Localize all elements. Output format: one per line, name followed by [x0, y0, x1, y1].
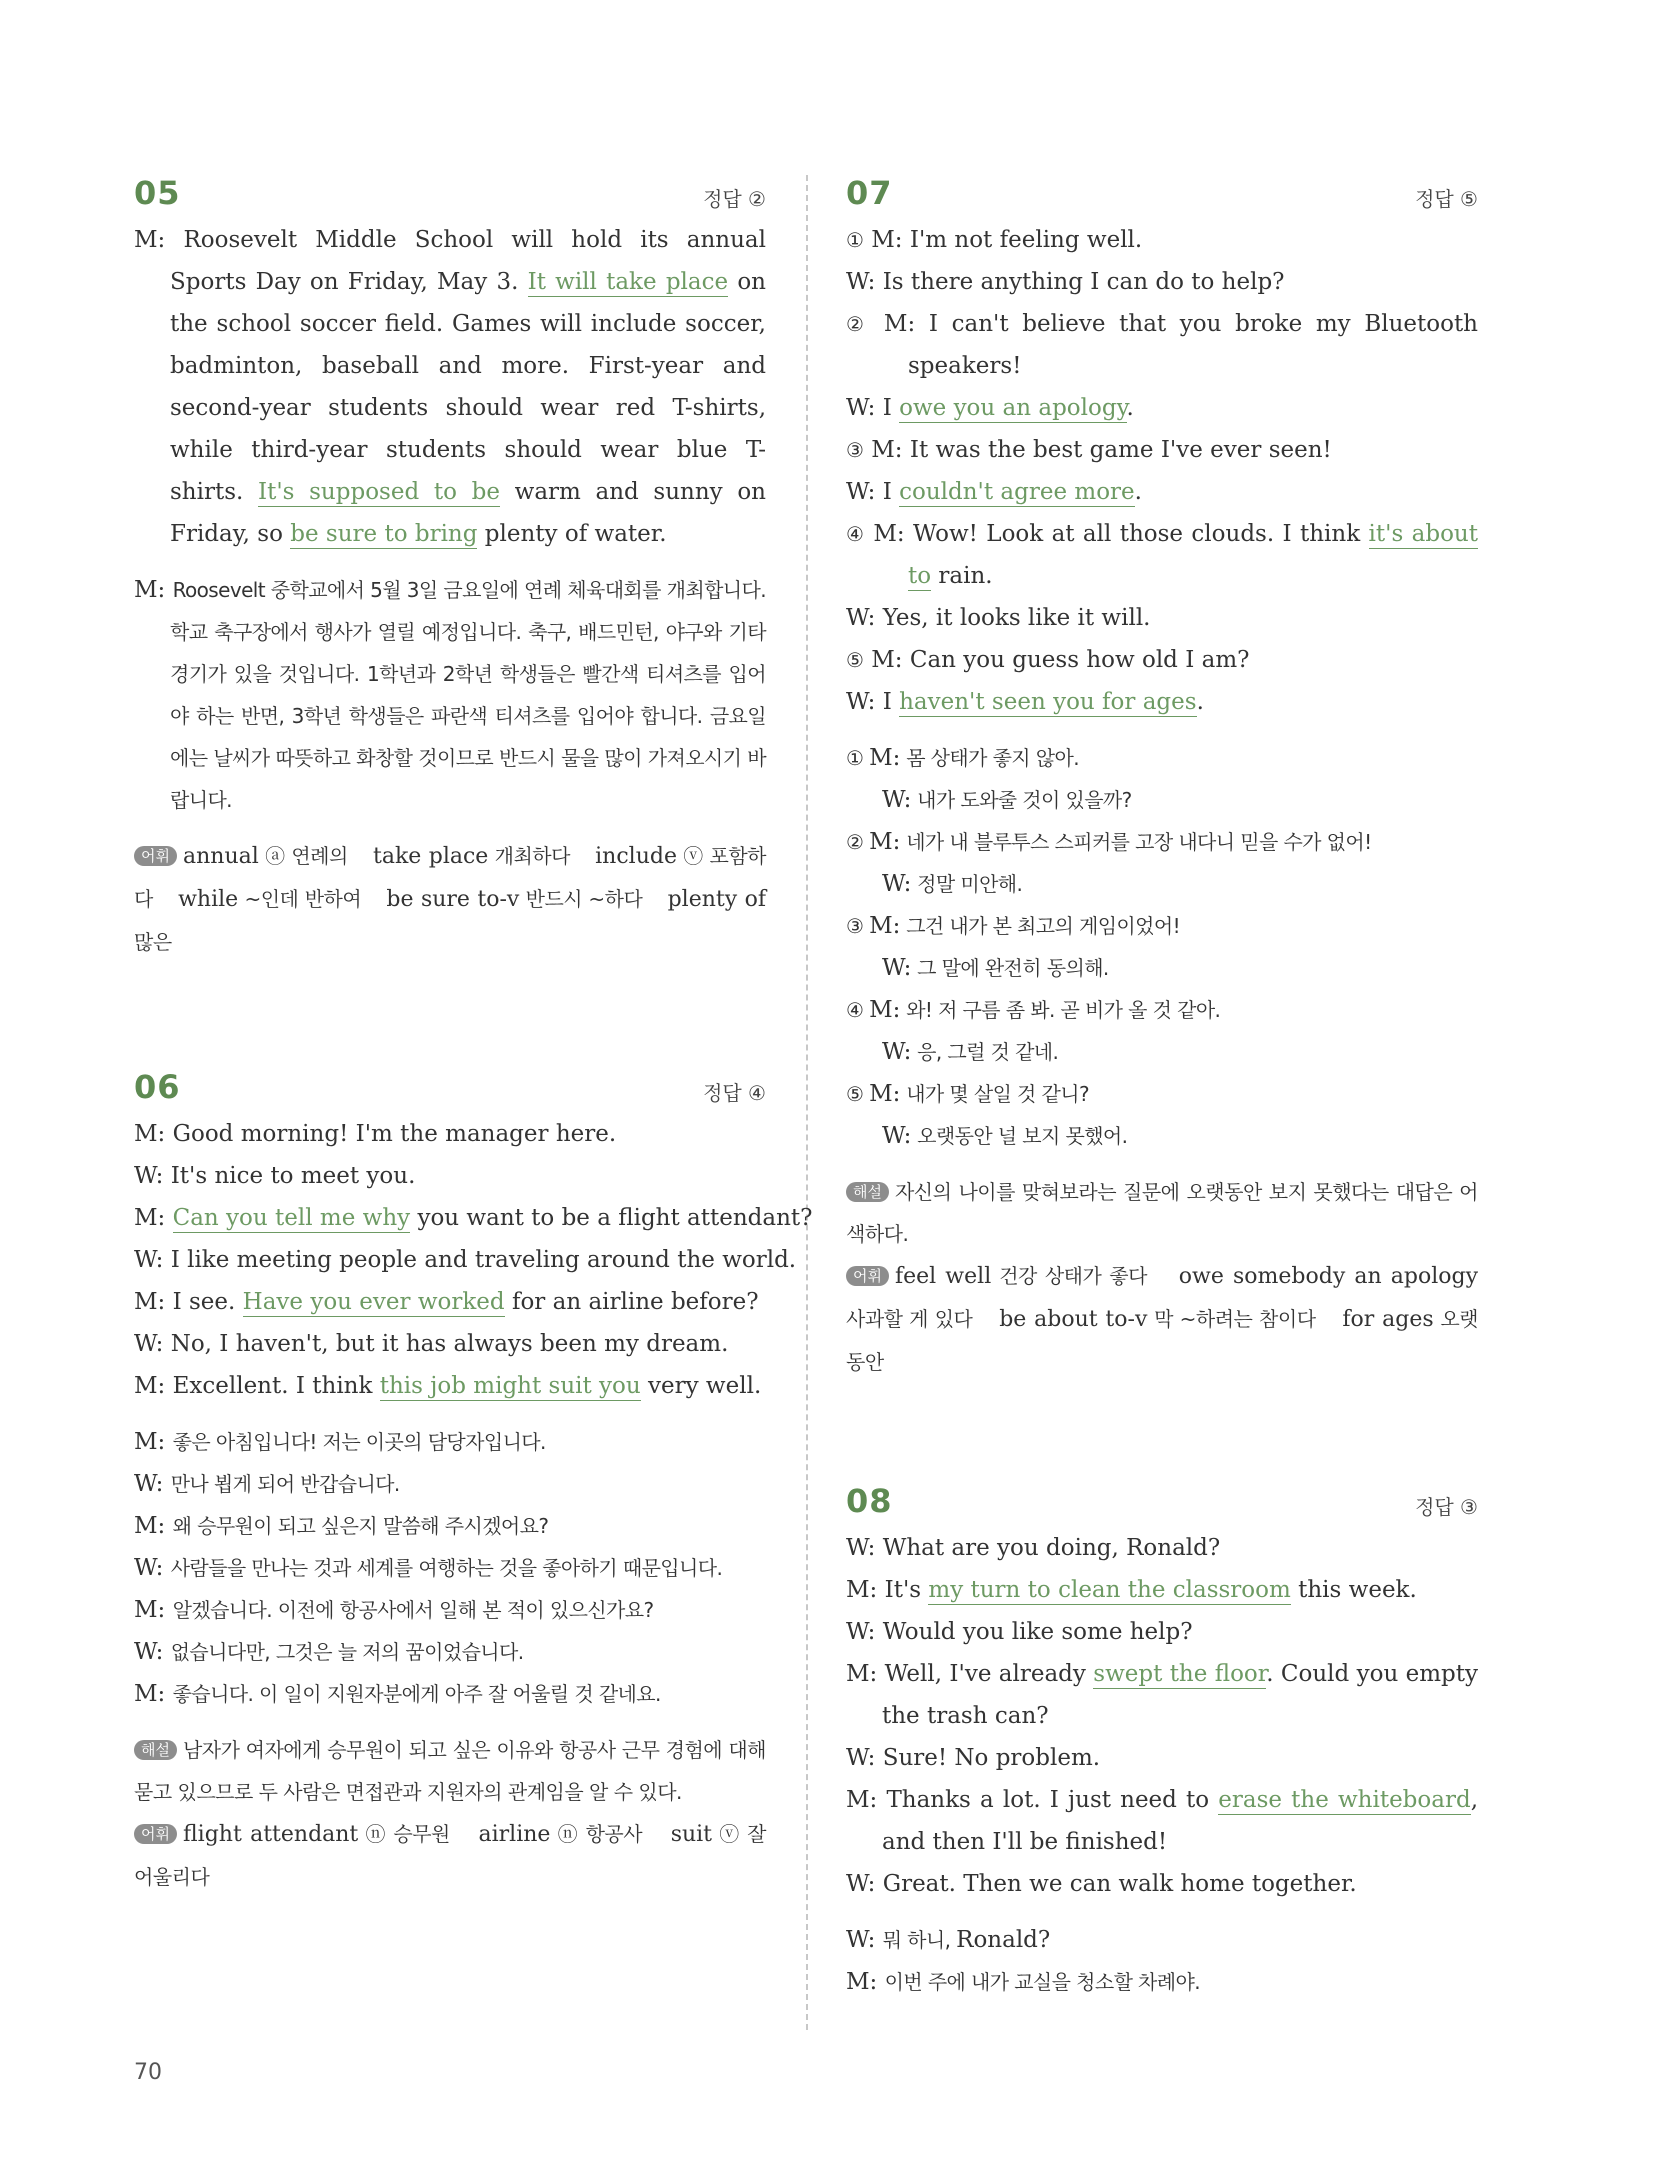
translation-line: M: 왜 승무원이 되고 싶은지 말씀해 주시겠어요? — [134, 1513, 549, 1539]
dialogue-line: M: I see. Have you ever worked for an airline before? — [134, 1289, 759, 1315]
answer-label: 정답 ③ — [1415, 1495, 1478, 1519]
dialogue-line: M: It's my turn to clean the classroom this week. — [846, 1577, 1417, 1603]
dialogue-line: W: I haven't seen you for ages. — [846, 689, 1204, 715]
translation-line: W: 뭐 하니, Ronald? — [846, 1927, 1051, 1953]
translation-line: M: 이번 주에 내가 교실을 청소할 차례야. — [846, 1969, 1200, 1995]
explanation-note: 해설 남자가 여자에게 승무원이 되고 싶은 이유와 항공사 근무 경험에 대해 묻고 있으므로 두 사람은 면접관과 지원자의 관계임을 알 수 있다. — [134, 1738, 766, 1804]
vocab-note: 어휘 annual ⓐ 연례의 take place 개최하다 include ⓥ 포함하다 while ~인데 반하여 be sure to-v 반드시 ~하다 plenty of 많은 — [134, 844, 766, 954]
dialogue-line: M: Can you tell me why you want to be a flight attendant? — [134, 1205, 813, 1231]
vocab-tag: 어휘 — [846, 1266, 889, 1286]
underlined-phrase: it's about to — [908, 521, 1478, 589]
column-divider — [806, 175, 808, 2030]
underlined-phrase: owe you an apology — [899, 395, 1127, 421]
translation-line: W: 응, 그럴 것 같네. — [882, 1039, 1059, 1065]
option-line: ③ M: It was the best game I've ever seen! — [846, 437, 1332, 463]
vocab-tag: 어휘 — [134, 1824, 177, 1844]
translation-line: ④ M: 와! 저 구름 좀 봐. 곧 비가 올 것 같아. — [846, 997, 1221, 1023]
translation-line: W: 정말 미안해. — [882, 871, 1023, 897]
dialogue-line: W: I couldn't agree more. — [846, 479, 1142, 505]
answer-label: 정답 ② — [703, 187, 766, 211]
section-number: 05 — [134, 174, 181, 212]
option-line: ② M: I can't believe that you broke my Bluetooth speakers! — [846, 311, 1478, 379]
explanation-tag: 해설 — [846, 1182, 889, 1202]
option-line: ④ M: Wow! Look at all those clouds. I think it's about to rain. — [846, 521, 1478, 589]
underlined-phrase: be sure to bring — [290, 521, 478, 547]
underlined-phrase: this job might suit you — [379, 1373, 641, 1399]
dialogue-line: W: Yes, it looks like it will. — [846, 605, 1151, 631]
section-06-header — [134, 1059, 766, 1106]
dialogue-line: M: Thanks a lot. I just need to erase the whiteboard, and then I'll be finished! — [846, 1787, 1478, 1855]
translation-line: W: 내가 도와줄 것이 있을까? — [882, 787, 1132, 813]
dialogue-line: W: I owe you an apology. — [846, 395, 1134, 421]
dialogue-line: M: Excellent. I think this job might suit you very well. — [134, 1373, 762, 1399]
underlined-phrase: couldn't agree more — [899, 479, 1135, 505]
translation-line: W: 사람들을 만나는 것과 세계를 여행하는 것을 좋아하기 때문입니다. — [134, 1555, 723, 1581]
translation-passage: M: Roosevelt 중학교에서 5월 3일 금요일에 연례 체육대회를 개최합니다. 학교 축구장에서 행사가 열릴 예정입니다. 축구, 배드민턴, 야구와 기타 경기가 있을 것입니다. 1학년과 2학년 학생들은 빨간색 티셔츠를 입어야 하는 반면, 3학년 학생들은 파란색 티셔츠를 입어야 합니다. 금요일에는 날씨가 따뜻하고 화창할 것이므로 반드시 물을 많이 가져오시기 바랍니다. — [134, 577, 766, 812]
dialogue-line: W: Sure! No problem. — [846, 1745, 1101, 1771]
left-column — [134, 165, 813, 1898]
translation-line: ③ M: 그건 내가 본 최고의 게임이었어! — [846, 913, 1180, 939]
section-number: 07 — [846, 174, 893, 212]
answer-label: 정답 ⑤ — [1415, 187, 1478, 211]
dialogue-line: W: Great. Then we can walk home together. — [846, 1871, 1357, 1897]
underlined-phrase: my turn to clean the classroom — [928, 1577, 1291, 1603]
option-line: ⑤ M: Can you guess how old I am? — [846, 647, 1250, 673]
translation-line: M: 좋은 아침입니다! 저는 이곳의 담당자입니다. — [134, 1429, 546, 1455]
underlined-phrase: Can you tell me why — [172, 1205, 411, 1231]
dialogue-line: W: Would you like some help? — [846, 1619, 1193, 1645]
underlined-phrase: haven't seen you for ages — [899, 689, 1197, 715]
translation-line: W: 오랫동안 널 보지 못했어. — [882, 1123, 1128, 1149]
section-07-header — [846, 165, 1478, 212]
translation-line: ⑤ M: 내가 몇 살일 것 같니? — [846, 1081, 1089, 1107]
translation-line: M: 알겠습니다. 이전에 항공사에서 일해 본 적이 있으신가요? — [134, 1597, 654, 1623]
dialogue-line: M: Well, I've already swept the floor. Could you empty the trash can? — [846, 1661, 1479, 1729]
translation-line: W: 만나 뵙게 되어 반갑습니다. — [134, 1471, 400, 1497]
right-column — [846, 165, 1478, 2003]
dialogue-line: W: It's nice to meet you. — [134, 1163, 416, 1189]
script-passage: M: Roosevelt Middle School will hold its annual Sports Day on Friday, May 3. It will take place on the school soccer field. Games will include soccer, badminton, baseball and more. First-year and second-year students should wear red T-shirts, while third-year students should wear blue T-shirts. It's supposed to be warm and sunny on Friday, so be sure to bring plenty of water. — [134, 227, 766, 547]
translation-line: ① M: 몸 상태가 좋지 않아. — [846, 745, 1079, 771]
explanation-tag: 해설 — [134, 1740, 177, 1760]
dialogue-line: W: What are you doing, Ronald? — [846, 1535, 1221, 1561]
dialogue-line: W: No, I haven't, but it has always been my dream. — [134, 1331, 729, 1357]
translation-line: M: 좋습니다. 이 일이 지원자분에게 아주 잘 어울릴 것 같네요. — [134, 1681, 661, 1707]
section-number: 06 — [134, 1068, 181, 1106]
answer-label: 정답 ④ — [703, 1081, 766, 1105]
section-08-header — [846, 1473, 1478, 1520]
section-05-header — [134, 165, 766, 212]
underlined-phrase: swept the floor — [1093, 1661, 1267, 1687]
vocab-note: 어휘 flight attendant ⓝ 승무원 airline ⓝ 항공사 suit ⓥ 잘 어울리다 — [134, 1822, 766, 1889]
vocab-tag: 어휘 — [134, 846, 177, 866]
translation-line: W: 그 말에 완전히 동의해. — [882, 955, 1109, 981]
translation-line: W: 없습니다만, 그것은 늘 저의 꿈이었습니다. — [134, 1639, 524, 1665]
translation-line: ② M: 네가 내 블루투스 스피커를 고장 내다니 믿을 수가 없어! — [846, 829, 1372, 855]
dialogue-line: M: Good morning! I'm the manager here. — [134, 1121, 617, 1147]
page-number: 70 — [134, 2060, 162, 2085]
underlined-phrase: It's supposed to be — [258, 479, 500, 505]
dialogue-line: W: I like meeting people and traveling around the world. — [134, 1247, 797, 1273]
dialogue-line: W: Is there anything I can do to help? — [846, 269, 1285, 295]
section-number: 08 — [846, 1482, 893, 1520]
underlined-phrase: erase the whiteboard — [1218, 1787, 1471, 1813]
vocab-note: 어휘 feel well 건강 상태가 좋다 owe somebody an apology 사과할 게 있다 be about to-v 막 ~하려는 참이다 for ages 오랫동안 — [846, 1264, 1478, 1374]
explanation-note: 해설 자신의 나이를 맞혀보라는 질문에 오랫동안 보지 못했다는 대답은 어색하다. — [846, 1180, 1478, 1246]
underlined-phrase: Have you ever worked — [242, 1289, 505, 1315]
option-line: ① M: I'm not feeling well. — [846, 227, 1143, 253]
underlined-phrase: It will take place — [527, 269, 729, 295]
